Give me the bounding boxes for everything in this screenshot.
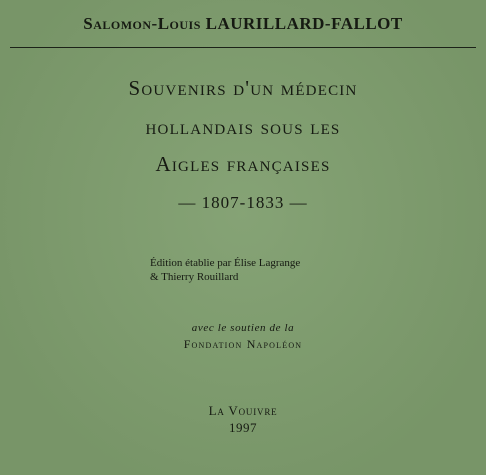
publisher-name: La Vouivre [208, 403, 278, 418]
title-line-3: Aigles françaises [155, 152, 331, 176]
title-line-1: Souvenirs d'un médecin [128, 76, 358, 100]
edition-credit-line-2: & Thierry Rouillard [150, 271, 239, 283]
support-text: avec le soutien de la [191, 322, 295, 334]
author-name: Salomon-Louis LAURILLARD-FALLOT [83, 14, 403, 33]
edition-credit [150, 256, 390, 284]
foundation-name: Fondation Napoléon [183, 337, 303, 351]
date-range: — 1807-1833 — [178, 193, 308, 212]
publication-year: 1997 [229, 420, 257, 435]
title-line-2: hollandais sous les [145, 115, 341, 139]
edition-credit-line-1: Édition établie par Élise Lagrange [150, 257, 301, 269]
author-divider [10, 47, 476, 48]
